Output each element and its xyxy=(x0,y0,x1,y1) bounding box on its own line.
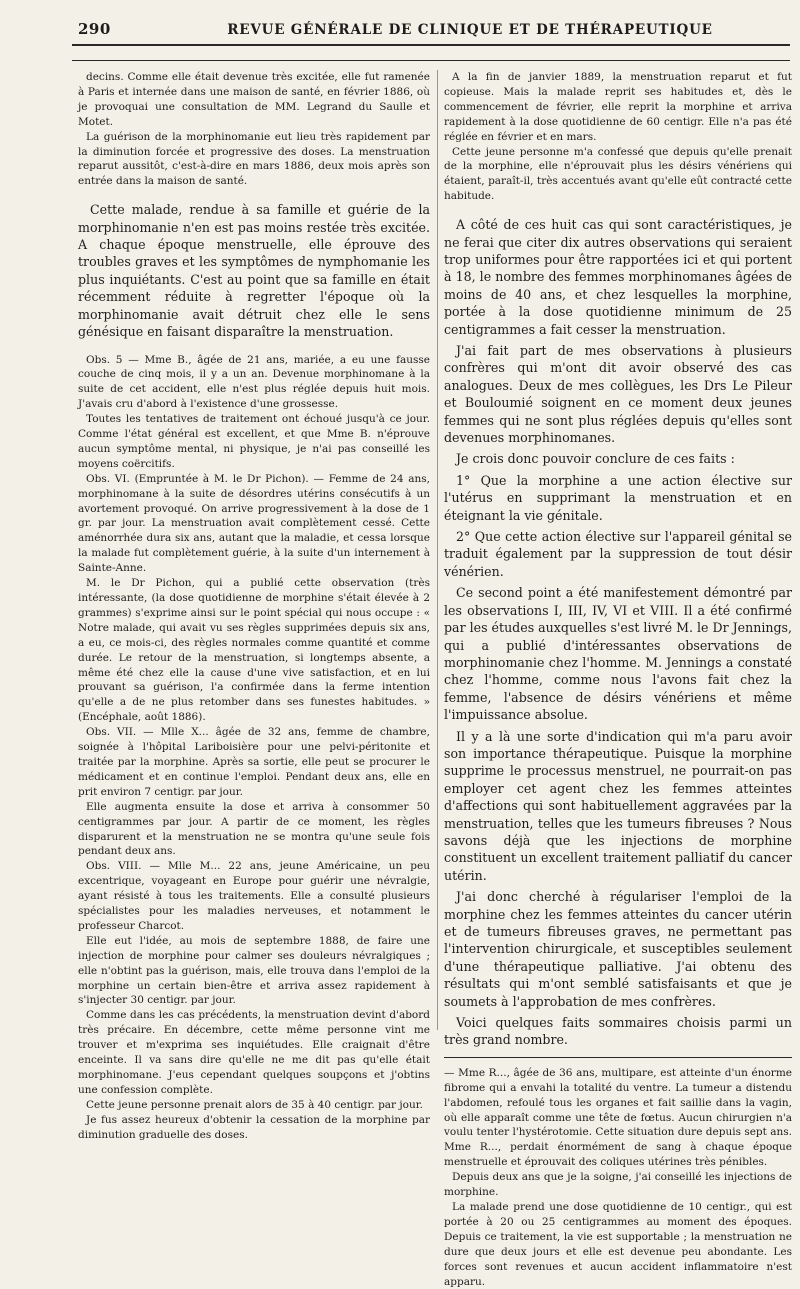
paragraph: M. le Dr Pichon, qui a publié cette observation (très intéressante, (la dose quotidienne de morphine s'était élevée à 2 grammes) s'exprime ainsi sur le point spécial qui nous occupe : « Notre malade, qui avait vu ses règles supprimées depuis six ans, a eu, ce mois-ci, des règles normales comme quantité et comme durée. Le retour de la menstruation, si longtemps absente, a même été chez elle la cause d'une vive satisfaction, et en lui prouvant sa guérison, l'a confirmée dans la ferme intention qu'elle a de ne plus retomber dans ses funestes habitudes. » (Encéphale, août 1886). xyxy=(78,577,430,724)
paragraph: Cette jeune personne m'a confessé que depuis qu'elle prenait de la morphine, elle n'éprouvait plus les désirs vénériens qui étaient, paraît-il, très accentués avant qu'elle eût contracté cette habitude. xyxy=(444,145,792,203)
paragraph: Obs. VII. — Mlle X... âgée de 32 ans, femme de chambre, soignée à l'hôpital Lariboisière pour une pelvi-péritonite et traitée par la morphine. Après sa sortie, elle peut se procurer le médicament et en continue l'emploi. Pendant deux ans, elle en prit environ 7 centigr. par jour. xyxy=(78,726,430,798)
paragraph: Toutes les tentatives de traitement ont échoué jusqu'à ce jour. Comme l'état général est excellent, et que Mme B. n'éprouve aucun symptôme mental, ni physique, je n'ai pas conseillé les moyens coërcitifs. xyxy=(78,413,430,470)
paragraph: Je crois donc pouvoir conclure de ces faits : xyxy=(456,451,735,467)
paragraph: Elle eut l'idée, au mois de septembre 1888, de faire une injection de morphine pour calmer ses douleurs névralgiques ; elle n'obtint pas la guérison, mais, elle trouva dans l'emploi de la morphine un certain bien-être et arriva assez rapidement à s'injecter 30 centigr. par jour. xyxy=(78,934,430,1007)
header-rule-secondary xyxy=(72,60,790,61)
paragraph: — Mme R..., âgée de 36 ans, multipare, est atteinte d'un énorme fibrome qui a envahi la totalité du ventre. La tumeur a distendu l'abdomen, refoulé tous les organes et fait saillie dans la vagin, où elle apparaît comme une tête de fœtus. Aucun chirurgien n'a voulu tenter l'hystérotomie. Cette situation dure depuis sept ans. Mme R..., perdait énormément de sang à chaque époque menstruelle et éprouvait des coliques utérines très pénibles. xyxy=(444,1066,792,1169)
journal-title: REVUE GÉNÉRALE DE CLINIQUE ET DE THÉRAPEUTIQUE xyxy=(227,22,713,38)
paragraph: A côté de ces huit cas qui sont caractéristiques, je ne ferai que citer dix autres observations qui seraient trop uniformes pour être rapportées ici et qui portent à 18, le nombre des femmes morphinomanes âgées de moins de 40 ans, et chez lesquelles la morphine, portée à la dose quotidienne minimum de 25 centigrammes a fait cesser la menstruation. xyxy=(444,217,792,337)
paragraph: Il y a là une sorte d'indication qui m'a paru avoir son importance thérapeutique. Puisque la morphine supprime le processus menstruel, ne pourrait-on pas employer cet agent chez les femmes atteintes d'affections qui sont habituellement aggravées par la menstruation, telles que les tumeurs fibreuses ? Nous savons déjà que les injections de morphine constituent un excellent traitement palliatif du cancer utérin. xyxy=(444,728,792,883)
paragraph: Cette malade, rendue à sa famille et guérie de la morphinomanie n'en est pas moins restée très excitée. A chaque époque menstruelle, elle éprouve des troubles graves et les symptômes de nymphomanie les plus inquiétants. C'est au point que sa famille en était récemment réduite à regretter l'époque où la morphinomanie avait détruit chez elle le sens génésique en faisant disparaître la menstruation. xyxy=(78,202,430,340)
paragraph: J'ai fait part de mes observations à plusieurs confrères qui m'ont dit avoir observé des cas analogues. Deux de mes collègues, les Drs Le Pileur et Bouloumié soignent en ce moment deux jeunes femmes qui ne sont plus réglées depuis qu'elles sont devenues morphinomanes. xyxy=(444,343,792,446)
paragraph: Cette jeune personne prenait alors de 35 à 40 centigr. par jour. xyxy=(86,1098,423,1111)
paragraph: 1° Que la morphine a une action élective sur l'utérus en supprimant la menstruation et en éteignant la vie génitale. xyxy=(444,472,792,523)
paragraph: La guérison de la morphinomanie eut lieu très rapidement par la diminution forcée et progressive des doses. La menstruation reparut aussitôt, c'est-à-dire en mars 1886, deux mois après son entrée dans la maison de santé. xyxy=(78,130,430,188)
paragraph: Je fus assez heureux d'obtenir la cessation de la morphine par diminution graduelle des doses. xyxy=(78,1113,430,1141)
paragraph: Obs. 5 — Mme B., âgée de 21 ans, mariée, a eu une fausse couche de cinq mois, il y a un an. Devenue morphinomane à la suite de cet accident, elle n'est plus réglée depuis huit mois. J'avais cru d'abord à l'existence d'une grossesse. xyxy=(78,353,430,411)
left-column xyxy=(78,70,430,1141)
paragraph: Obs. VIII. — Mlle M... 22 ans, jeune Américaine, un peu excentrique, voyageant en Europe pour guérir une névralgie, ayant résisté à tous les traitements. Elle a consulté plusieurs spécialistes pour les maladies nerveuses, et notamment le professeur Charcot. xyxy=(78,860,430,932)
paragraph: J'ai donc cherché à régulariser l'emploi de la morphine chez les femmes atteintes du cancer utérin et de tumeurs fibreuses graves, ne permettant pas l'intervention chirurgicale, et susceptibles seulement d'une thérapeutique palliative. J'ai obtenu des résultats qui m'ont semblé satisfaisants et que je soumets à l'approbation de mes confrères. xyxy=(444,889,792,1009)
paragraph: 2° Que cette action élective sur l'appareil génital se traduit également par la suppression de tout désir vénérien. xyxy=(444,529,792,579)
right-column xyxy=(444,70,792,1288)
paragraph: Depuis deux ans que je la soigne, j'ai conseillé les injections de morphine. xyxy=(444,1171,792,1199)
paragraph: Elle augmenta ensuite la dose et arriva à consommer 50 centigrammes par jour. A partir de ce moment, les règles disparurent et la menstruation ne se montra qu'une seule fois pendant deux ans. xyxy=(78,800,430,858)
page-number: 290 xyxy=(78,20,111,38)
paragraph: Voici quelques faits sommaires choisis parmi un très grand nombre. xyxy=(444,1015,792,1048)
header-rule xyxy=(72,44,790,46)
paragraph: decins. Comme elle était devenue très excitée, elle fut ramenée à Paris et internée dans une maison de santé, en février 1886, où je provoquai une consultation de MM. Legrand du Saulle et Motet. xyxy=(78,71,430,128)
section-rule xyxy=(444,1057,792,1058)
paragraph: Obs. VI. (Empruntée à M. le Dr Pichon). — Femme de 24 ans, morphinomane à la suite de désordres utérins consécutifs à un avortement provoqué. On arrive progressivement à la dose de 1 gr. par jour. La menstruation avait complètement cessé. Cette aménorrhée dura six ans, autant que la maladie, et cessa lorsque la malade fut complètement guérie, à la suite d'un internement à Sainte-Anne. xyxy=(78,472,430,575)
paragraph: A la fin de janvier 1889, la menstruation reparut et fut copieuse. Mais la malade reprit ses habitudes et, dès le commencement de février, elle reprit la morphine et arriva rapidement à la dose quotidienne de 60 centigr. Elle n'a pas été réglée en février et en mars. xyxy=(444,71,792,143)
paragraph: La malade prend une dose quotidienne de 10 centigr., qui est portée à 20 ou 25 centigrammes au moment des époques. Depuis ce traitement, la vie est supportable ; la menstruation ne dure que deux jours et elle est devenue peu abondante. Les forces sont revenues et aucun accident inflammatoire n'est apparu. xyxy=(444,1201,792,1288)
paragraph: Comme dans les cas précédents, la menstruation devint d'abord très précaire. En décembre, cette même personne vint me trouver et m'exprima ses inquiétudes. Elle craignait d'être enceinte. Il va sans dire qu'elle ne me dit pas qu'elle était morphinomane. J'eus cependant quelques soupçons et j'obtins une confession complète. xyxy=(78,1009,430,1096)
column-divider xyxy=(437,70,438,1030)
paragraph: Ce second point a été manifestement démontré par les observations I, III, IV, VI et VIII. Il a été confirmé par les études auxquelles s'est livré M. le Dr Jennings, qui a publié d'intéressantes observations de morphinomanie chez l'homme. M. Jennings a constaté chez l'homme, comme nous l'avons fait chez la femme, l'absence de désirs vénériens et même l'impuissance absolue. xyxy=(444,585,792,723)
